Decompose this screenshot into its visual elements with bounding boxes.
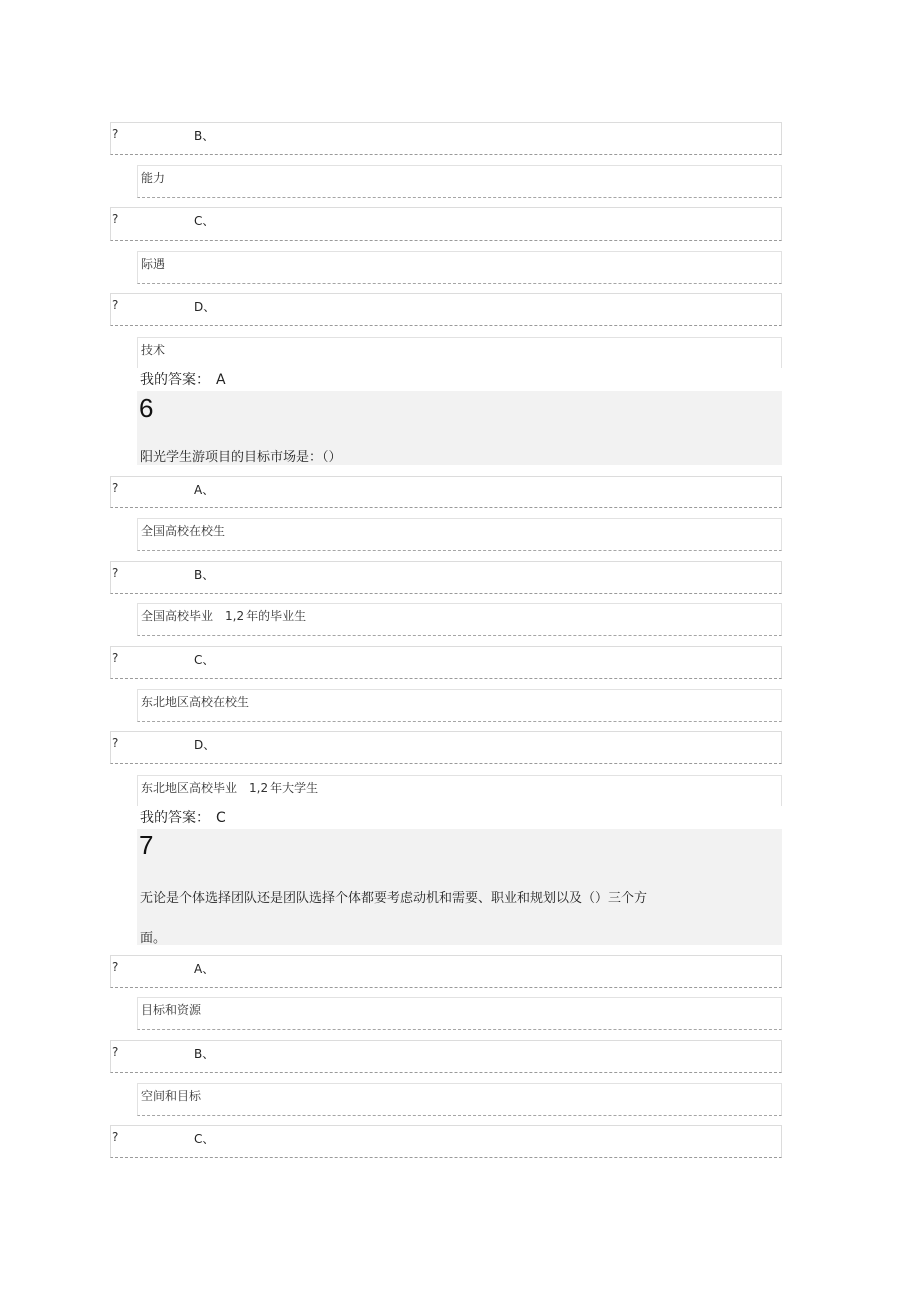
option-text: 能力	[141, 171, 166, 185]
option-letter: C、	[194, 653, 215, 667]
question-text-line-1: 无论是个体选择团队还是团队选择个体都要考虑动机和需要、职业和规划以及（）三个方	[140, 891, 648, 906]
option-text-q6-d[interactable]	[137, 775, 782, 807]
question-mark-icon: ?	[112, 651, 119, 665]
option-text-q6-b[interactable]	[137, 603, 782, 636]
option-letter: B、	[194, 568, 215, 582]
question-mark-icon: ?	[112, 736, 119, 750]
option-row-q6-c[interactable]	[110, 646, 782, 679]
question-mark-icon: ?	[112, 481, 119, 495]
question-panel-7	[137, 829, 782, 945]
question-text: 阳光学生游项目的目标市场是：（）	[140, 450, 342, 465]
question-mark-icon: ?	[112, 960, 119, 974]
option-text-q5-b[interactable]	[137, 165, 782, 198]
option-row-q7-c[interactable]	[110, 1125, 782, 1158]
question-mark-icon: ?	[112, 1130, 119, 1144]
question-mark-icon: ?	[112, 1045, 119, 1059]
option-row-q6-a[interactable]	[110, 476, 782, 508]
option-letter: A、	[194, 962, 215, 976]
option-letter: D、	[194, 738, 216, 752]
option-text-q7-b[interactable]	[137, 1083, 782, 1116]
option-text: 全国高校毕业 1,2 年的毕业生	[141, 609, 307, 623]
option-text: 全国高校在校生	[141, 524, 226, 538]
my-answer-q6	[137, 806, 782, 830]
option-text-q5-d[interactable]	[137, 337, 782, 369]
option-text: 目标和资源	[141, 1003, 202, 1017]
option-text-q6-a[interactable]	[137, 518, 782, 551]
option-text: 东北地区高校毕业 1,2 年大学生	[141, 781, 319, 795]
option-letter: C、	[194, 214, 215, 228]
option-row-q6-b[interactable]	[110, 561, 782, 594]
question-number: 6	[139, 393, 154, 423]
option-row-q5-d[interactable]	[110, 293, 782, 326]
option-row-q7-b[interactable]	[110, 1040, 782, 1073]
option-text: 技术	[141, 343, 166, 357]
question-mark-icon: ?	[112, 566, 119, 580]
my-answer-label: 我的答案：	[140, 810, 210, 826]
option-letter: A、	[194, 483, 215, 497]
option-row-q5-b[interactable]	[110, 122, 782, 155]
option-row-q5-c[interactable]	[110, 207, 782, 241]
question-mark-icon: ?	[112, 127, 119, 141]
question-panel-6	[137, 391, 782, 465]
question-mark-icon: ?	[112, 212, 119, 226]
option-letter: B、	[194, 129, 215, 143]
question-mark-icon: ?	[112, 298, 119, 312]
question-text-line-2: 面。	[140, 931, 167, 946]
option-text-q6-c[interactable]	[137, 689, 782, 722]
option-text: 东北地区高校在校生	[141, 695, 250, 709]
my-answer-label: 我的答案：	[140, 372, 210, 388]
option-text: 空间和目标	[141, 1089, 202, 1103]
my-answer-value: C	[216, 810, 226, 826]
my-answer-q5	[137, 368, 782, 392]
my-answer-value: A	[216, 372, 226, 388]
option-row-q6-d[interactable]	[110, 731, 782, 764]
option-letter: B、	[194, 1047, 215, 1061]
question-number: 7	[139, 830, 154, 860]
option-letter: D、	[194, 300, 216, 314]
option-letter: C、	[194, 1132, 215, 1146]
option-text-q5-c[interactable]	[137, 251, 782, 284]
option-text: 际遇	[141, 257, 166, 271]
option-text-q7-a[interactable]	[137, 997, 782, 1030]
option-row-q7-a[interactable]	[110, 955, 782, 988]
